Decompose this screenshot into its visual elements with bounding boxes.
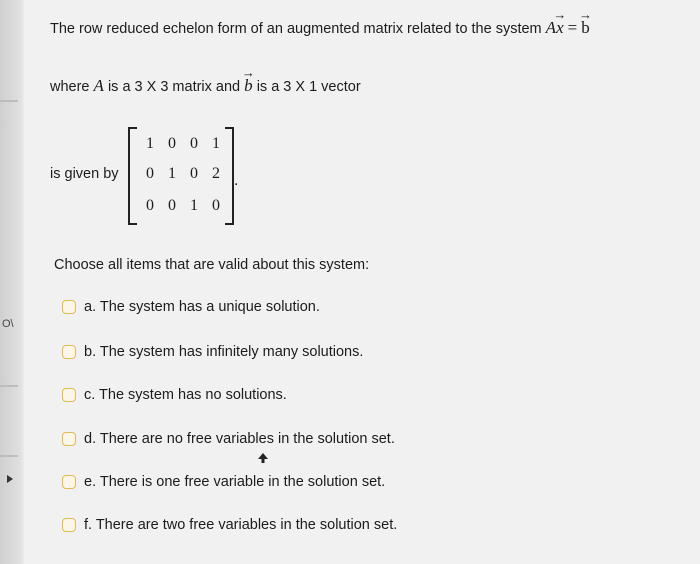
vector-b-ref: → b [244, 76, 253, 96]
option-label: e. There is one free variable in the solution set. [84, 474, 386, 490]
matrix-cell: 0 [190, 135, 198, 152]
checkbox-d[interactable] [62, 432, 76, 446]
matrix-cell: 0 [168, 135, 176, 152]
matrix-cell: 0 [212, 197, 220, 214]
strip-tick [0, 455, 18, 457]
matrix-cell: 0 [190, 165, 198, 182]
mouse-cursor-icon [256, 452, 270, 468]
play-icon[interactable] [7, 475, 13, 483]
sidebar-marker: O\ [2, 318, 14, 330]
matrix-cell: 0 [168, 197, 176, 214]
given-by-label: is given by [50, 166, 119, 182]
vector-b: → b [581, 18, 590, 38]
matrix-row [146, 135, 220, 157]
matrix-A: A [545, 18, 557, 37]
option-f[interactable] [62, 514, 397, 536]
matrix-cell: 1 [168, 165, 176, 182]
matrix-cell: 0 [146, 165, 154, 182]
vector-x: → x [556, 18, 564, 38]
strip-tick [0, 100, 18, 102]
option-a[interactable] [62, 296, 320, 318]
option-label: f. There are two free variables in the solution set. [84, 517, 398, 533]
checkbox-a[interactable] [62, 300, 76, 314]
option-label: a. The system has a unique solution. [84, 299, 320, 315]
matrix-cell: 0 [146, 197, 154, 214]
matrix-cell: 1 [190, 197, 198, 214]
question-text: The row reduced echelon form of an augmented matrix related to the system A→ x = → b [50, 18, 590, 38]
equals-sign: = [567, 18, 578, 37]
matrix-row [146, 197, 220, 219]
option-label: b. The system has infinitely many solutions. [84, 344, 364, 360]
matrix-row [146, 165, 220, 187]
prompt-text: Choose all items that are valid about this system: [54, 257, 370, 273]
checkbox-c[interactable] [62, 388, 76, 402]
matrix-period: . [234, 172, 239, 189]
checkbox-f[interactable] [62, 518, 76, 532]
checkbox-e[interactable] [62, 475, 76, 489]
option-c[interactable] [62, 384, 287, 406]
augmented-matrix [128, 127, 234, 225]
option-label: c. The system has no solutions. [84, 387, 287, 403]
checkbox-b[interactable] [62, 345, 76, 359]
matrix-A-ref: A [93, 76, 104, 95]
matrix-cell: 1 [146, 135, 154, 152]
option-b[interactable] [62, 341, 363, 363]
matrix-cell: 2 [212, 165, 220, 182]
matrix-cell: 1 [212, 135, 220, 152]
left-window-strip [0, 0, 22, 564]
option-d[interactable] [62, 428, 395, 450]
strip-tick [0, 385, 18, 387]
option-e[interactable] [62, 471, 385, 493]
where-line: where A is a 3 X 3 matrix and → b is a 3 X 1 vector [50, 76, 361, 96]
option-label: d. There are no free variables in the solution set. [84, 431, 395, 447]
